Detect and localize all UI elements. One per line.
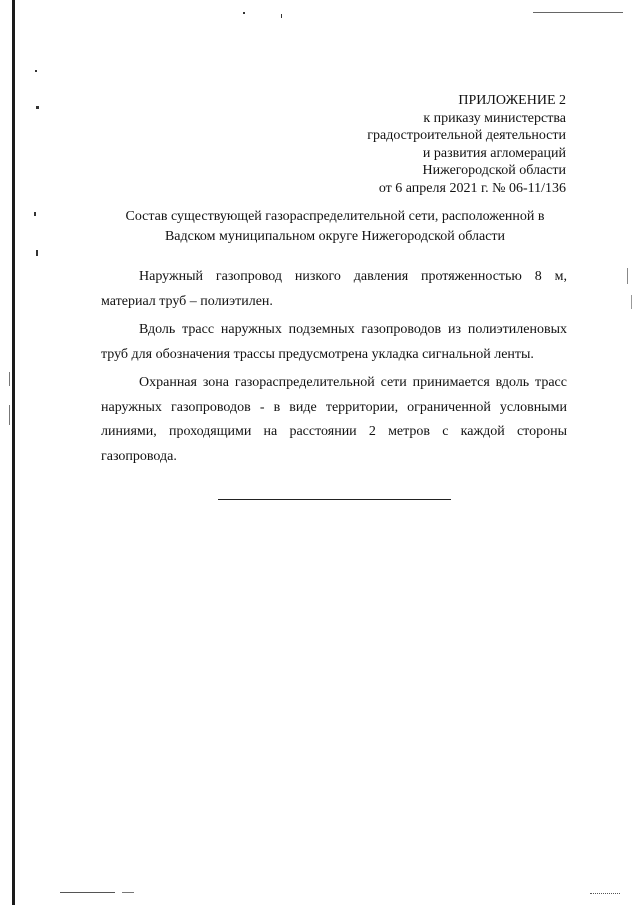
title-line: Состав существующей газораспределительной сети, расположенной в bbox=[125, 209, 545, 224]
scan-mark bbox=[35, 70, 37, 72]
scan-corner-dots bbox=[590, 893, 620, 894]
scan-top-line bbox=[533, 12, 623, 13]
scan-mark bbox=[627, 268, 628, 284]
scan-mark bbox=[281, 14, 282, 18]
scan-mark bbox=[36, 250, 38, 256]
paragraph: Охранная зона газораспределительной сети принимается вдоль трасс наружных газопроводов - в виде территории, ограниченной условными линиями, проходящими на расстоянии 2 метров с каждой стороны газопровода. bbox=[101, 375, 567, 464]
scan-mark bbox=[631, 295, 632, 309]
paragraph: Вдоль трасс наружных подземных газопроводов из полиэтиленовых труб для обозначения трассы предусмотрена укладка сигнальной ленты. bbox=[101, 322, 567, 362]
scan-mark bbox=[243, 12, 245, 14]
appendix-header bbox=[367, 92, 566, 197]
scan-left-edge bbox=[12, 0, 15, 905]
scan-mark bbox=[34, 212, 36, 216]
header-line: к приказу министерства bbox=[423, 110, 566, 126]
scan-mark bbox=[36, 106, 39, 109]
header-line: Нижегородской области bbox=[422, 163, 566, 178]
header-line: и развития агломераций bbox=[422, 145, 566, 161]
title-line: Вадском муниципальном округе Нижегородской области bbox=[164, 229, 506, 244]
document-title bbox=[100, 207, 570, 247]
document-body bbox=[101, 265, 567, 473]
scan-bottom-line bbox=[122, 892, 134, 893]
header-line: от 6 апреля 2021 г. № 06-11/136 bbox=[378, 180, 566, 196]
scan-bottom-line bbox=[60, 892, 115, 893]
header-line: ПРИЛОЖЕНИЕ 2 bbox=[458, 93, 566, 108]
paragraph: Наружный газопровод низкого давления протяженностью 8 м, материал труб – полиэтилен. bbox=[101, 269, 567, 309]
separator-line bbox=[218, 499, 451, 500]
scan-mark bbox=[9, 372, 10, 386]
scan-mark bbox=[9, 405, 10, 425]
header-line: градостроительной деятельности bbox=[367, 128, 566, 143]
